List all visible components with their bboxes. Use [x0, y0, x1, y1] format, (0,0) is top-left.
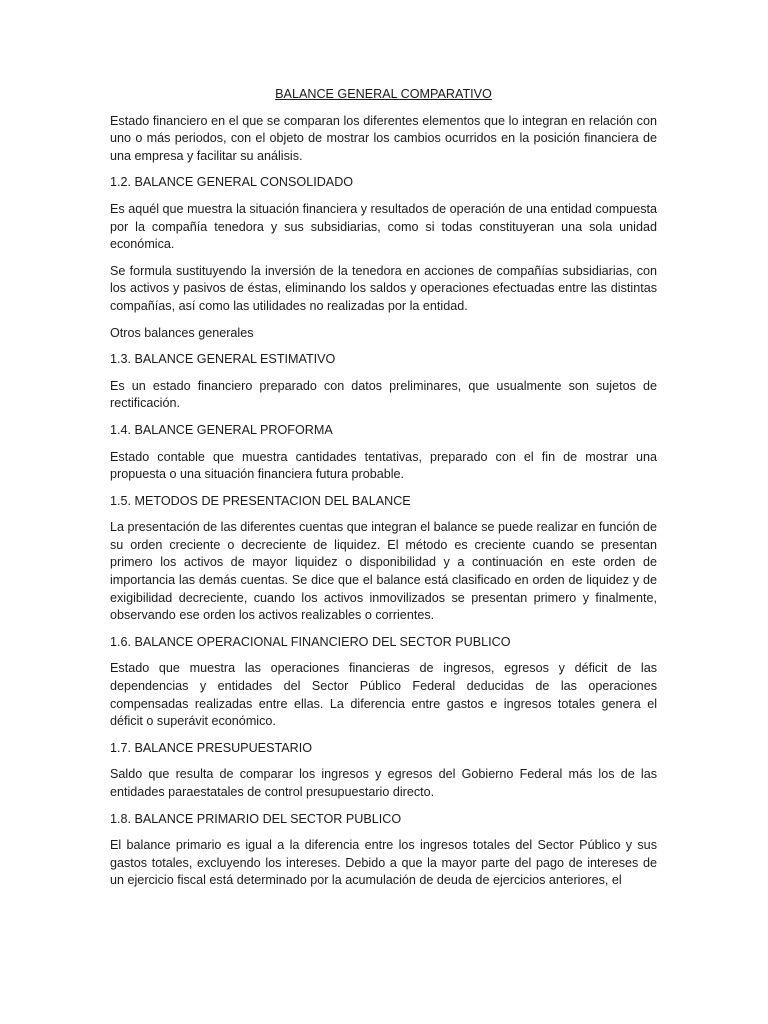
section-heading: 1.4. BALANCE GENERAL PROFORMA: [110, 422, 333, 437]
section-heading: 1.3. BALANCE GENERAL ESTIMATIVO: [110, 352, 336, 367]
section-heading: 1.6. BALANCE OPERACIONAL FINANCIERO DEL SECTOR PUBLICO: [110, 634, 511, 649]
section-paragraph: Se formula sustituyendo la inversión de la tenedora en acciones de compañías subsidiarias, con los activos y pasivos de éstas, eliminando los saldos y operaciones efectuadas entre las distintas compañías, así como las utilidades no realizadas por la entidad.: [110, 263, 657, 313]
section-paragraph: Es un estado financiero preparado con datos preliminares, que usualmente son sujetos de rectificación.: [110, 378, 657, 411]
other-balances-label: Otros balances generales: [110, 325, 254, 340]
section-paragraph: Estado que muestra las operaciones financieras de ingresos, egresos y déficit de las dependencias y entidades del Sector Público Federal deducidas de las operaciones compensadas realizadas entre ellas. La diferencia entre gastos e ingresos totales genera el déficit o superávit económico.: [110, 661, 657, 729]
section-heading: 1.8. BALANCE PRIMARIO DEL SECTOR PUBLICO: [110, 811, 402, 826]
section-heading: 1.2. BALANCE GENERAL CONSOLIDADO: [110, 175, 354, 190]
section-paragraph: La presentación de las diferentes cuentas que integran el balance se puede realizar en función de su orden creciente o decreciente de liquidez. El método es creciente cuando se presentan primero los activos de mayor liquidez o disponibilidad y a continuación en este orden de importancia las demás cuentas. Se dice que el balance está clasificado en orden de liquidez y de exigibilidad decreciente, cuando los activos inmovilizados se presentan primero y finalmente, observando ese orden los activos realizables o corrientes.: [110, 520, 657, 623]
section-paragraph: Es aquél que muestra la situación financiera y resultados de operación de una entidad compuesta por la compañía tenedora y sus subsidiarias, como si todas constituyeran una sola unidad económica.: [110, 201, 657, 252]
section-paragraph: El balance primario es igual a la diferencia entre los ingresos totales del Sector Público y sus gastos totales, excluyendo los intereses. Debido a que la mayor parte del pago de intereses de un ejercicio fiscal está determinado por la acumulación de deuda de ejercicios anteriores, el: [110, 838, 657, 888]
document-title: BALANCE GENERAL COMPARATIVO: [275, 87, 492, 101]
section-heading: 1.5. METODOS DE PRESENTACION DEL BALANCE: [110, 493, 411, 508]
document-page: [110, 86, 657, 899]
section-heading: 1.7. BALANCE PRESUPUESTARIO: [110, 740, 313, 755]
section-paragraph: Saldo que resulta de comparar los ingresos y egresos del Gobierno Federal más los de las entidades paraestatales de control presupuestario directo.: [110, 767, 657, 799]
section-paragraph: Estado contable que muestra cantidades tentativas, preparado con el fin de mostrar una propuesta o una situación financiera futura probable.: [110, 449, 657, 482]
intro-paragraph: Estado financiero en el que se comparan los diferentes elementos que lo integran en relación con uno o más periodos, con el objeto de mostrar los cambios ocurridos en la posición financiera de una empresa y facilitar su análisis.: [110, 113, 657, 163]
